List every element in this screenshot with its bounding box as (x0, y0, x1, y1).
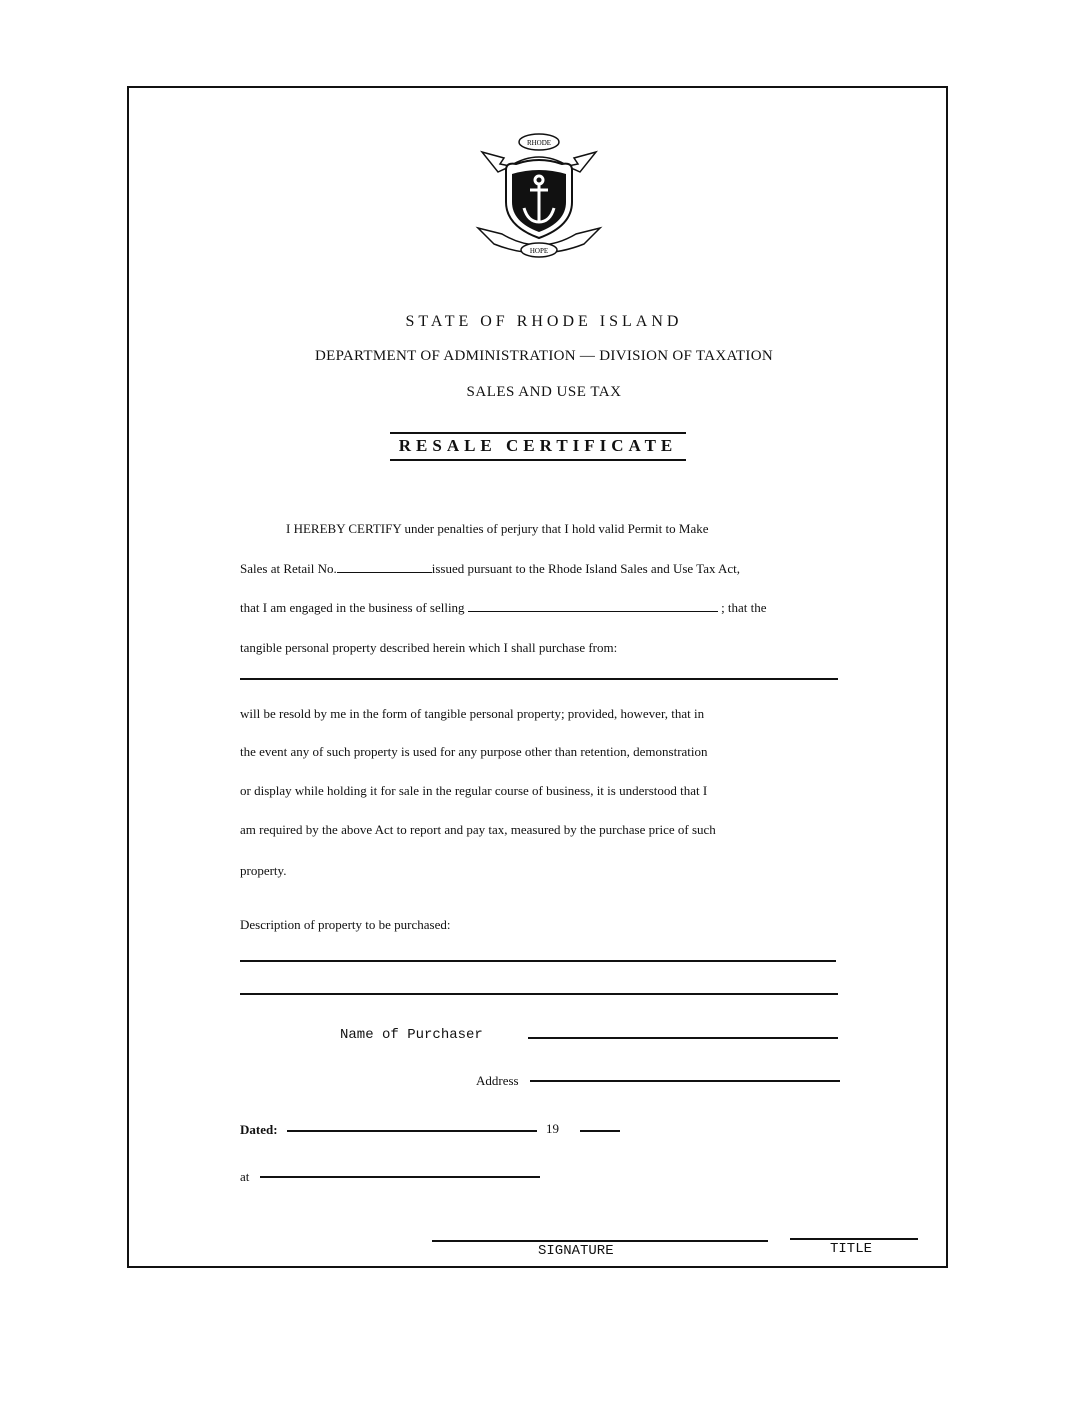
required-line: am required by the above Act to report and pay tax, measured by the purchase price of such (240, 822, 716, 837)
business-label: that I am engaged in the business of selling (240, 600, 465, 615)
signature-label: SIGNATURE (538, 1243, 614, 1259)
form-border (127, 86, 948, 1268)
seal-text-top: RHODE (526, 139, 552, 147)
title-field[interactable] (790, 1238, 918, 1240)
business-suffix: ; that the (721, 600, 767, 615)
event-line: the event any of such property is used for any purpose other than retention, demonstration (240, 744, 708, 759)
purchaser-field[interactable] (528, 1037, 838, 1039)
description-field-2[interactable] (240, 993, 838, 995)
address-field[interactable] (530, 1080, 840, 1082)
department-heading: DEPARTMENT OF ADMINISTRATION — DIVISION OF TAXATION (315, 348, 773, 364)
title-rule-bottom (390, 459, 686, 461)
year-field[interactable] (580, 1130, 620, 1132)
description-field-1[interactable] (240, 960, 836, 962)
address-label: Address (476, 1073, 519, 1088)
at-field[interactable] (260, 1176, 540, 1178)
title-rule-top (390, 432, 686, 434)
property-line: tangible personal property described herein which I shall purchase from: (240, 640, 618, 655)
year-prefix: 19 (546, 1121, 559, 1136)
certify-line: I HEREBY CERTIFY under penalties of perjury that I hold valid Permit to Make (286, 521, 709, 536)
purchaser-label: Name of Purchaser (340, 1027, 483, 1043)
tax-heading: SALES AND USE TAX (466, 384, 622, 400)
resold-line: will be resold by me in the form of tangible personal property; provided, however, that in (240, 706, 705, 721)
permit-label: Sales at Retail No. (240, 561, 337, 576)
seller-field[interactable] (240, 678, 838, 680)
title-label: TITLE (830, 1241, 873, 1257)
permit-number-field[interactable] (337, 572, 432, 573)
description-label: Description of property to be purchased: (240, 917, 451, 932)
dated-field[interactable] (287, 1130, 537, 1132)
signature-field[interactable] (432, 1240, 768, 1242)
business-field[interactable] (468, 611, 718, 612)
seal-motto: HOPE (529, 247, 549, 255)
at-label: at (240, 1169, 250, 1184)
page-title: RESALE CERTIFICATE (398, 436, 678, 455)
business-line (240, 600, 767, 616)
permit-text: issued pursuant to the Rhode Island Sales and Use Tax Act, (431, 561, 741, 576)
state-heading: STATE OF RHODE ISLAND (405, 313, 683, 330)
permit-line (240, 561, 740, 577)
state-seal-anchor-icon (472, 130, 606, 260)
property-end-line: property. (240, 863, 287, 878)
display-line: or display while holding it for sale in the regular course of business, it is understood that I (240, 783, 708, 798)
dated-label: Dated: (240, 1122, 278, 1137)
